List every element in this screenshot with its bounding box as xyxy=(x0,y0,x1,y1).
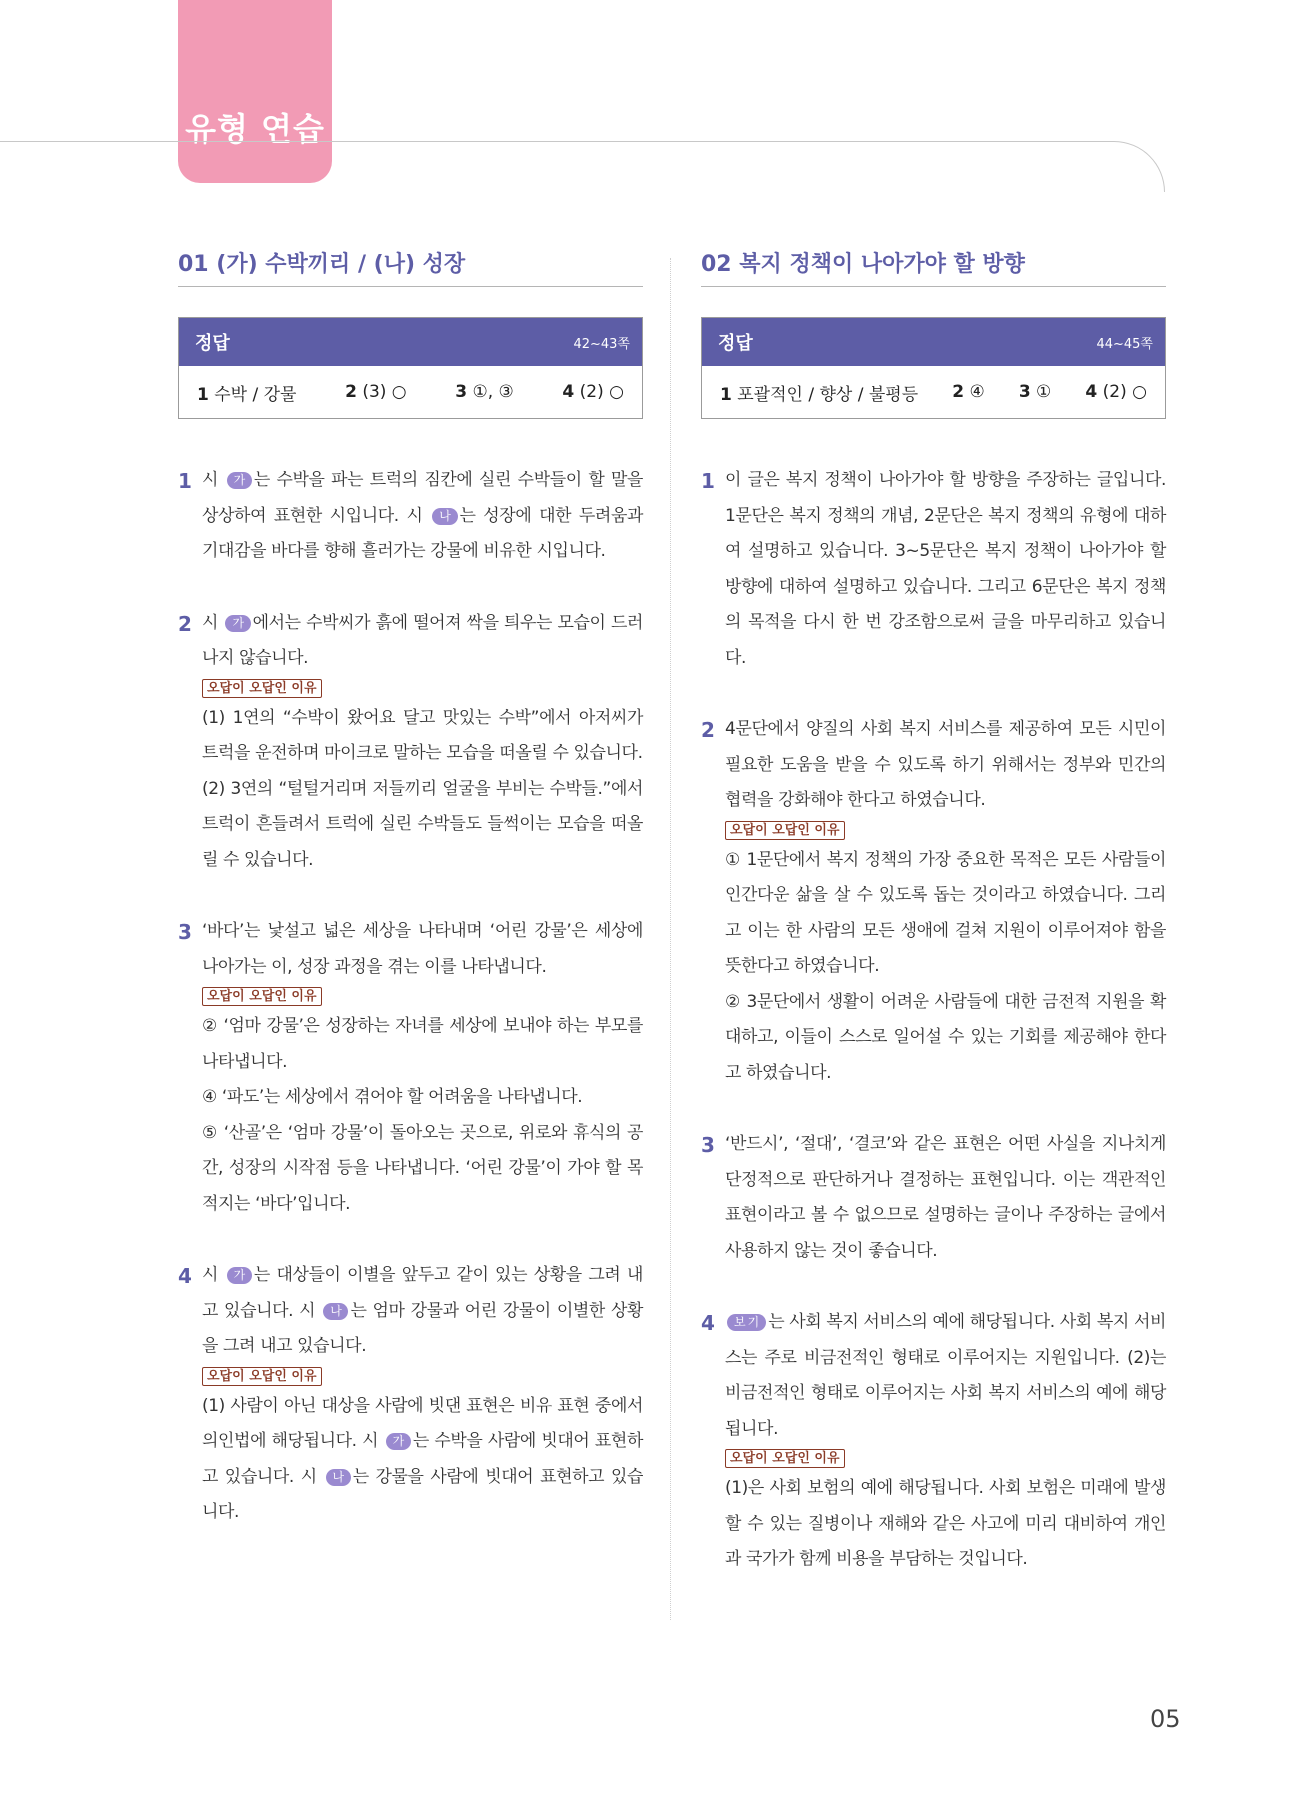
section-title: 02 복지 정책이 나아가야 할 방향 xyxy=(701,248,1166,287)
item-text: 이 글은 복지 정책이 나아가야 할 방향을 주장하는 글입니다. 1문단은 복지 정책의 개념, 2문단은 복지 정책의 유형에 대하여 설명하고 있습니다. 3~5문단은 복지 정책이 나아가야 할 방향에 대하여 설명하고 있습니다. 그리고 6문단은 복지 정책의 목적을 다시 한 번 강조함으로써 글을 마무리하고 있습니다. xyxy=(725,470,1166,668)
reason-text: ⑤ ‘산골’은 ‘엄마 강물’이 돌아오는 곳으로, 위로와 휴식의 공간, 성장의 시작점 등을 나타냅니다. ‘어린 강물’이 가야 할 목적지는 ‘바다’입니다. xyxy=(202,1122,643,1214)
answer-box xyxy=(178,317,643,419)
explanation-item xyxy=(178,463,643,570)
item-number: 4 xyxy=(178,1264,192,1288)
explanation-item xyxy=(178,1258,643,1531)
item-text: ‘바다’는 낯설고 넓은 세상을 나타내며 ‘어린 강물’은 세상에 나아가는 이, 성장 과정을 겪는 이를 나타냅니다. xyxy=(202,921,643,977)
item-number: 2 xyxy=(178,611,192,636)
reason-text: ① 1문단에서 복지 정책의 가장 중요한 목적은 모든 사람들이 인간다운 삶을 살 수 있도록 돕는 것이라고 하였습니다. 그리고 이는 한 사람의 모든 생애에 걸쳐 지원이 이루어져야 함을 뜻한다고 하였습니다. xyxy=(725,849,1166,976)
poem-na-badge: 나 xyxy=(432,508,457,525)
answer-list xyxy=(702,366,1165,418)
right-column xyxy=(701,248,1166,1614)
reason-text: ② 3문단에서 생활이 어려운 사람들에 대한 금전적 지원을 확대하고, 이들이 스스로 일어설 수 있는 기회를 제공해야 한다고 하였습니다. xyxy=(725,991,1166,1083)
item-number: 4 xyxy=(701,1311,715,1335)
header-rule-curve xyxy=(1098,141,1165,192)
answer-item: 3 ①, ③ xyxy=(455,382,514,402)
explanation-item xyxy=(701,712,1166,1091)
answer-item: 2 ④ xyxy=(952,382,985,402)
explanation-item xyxy=(701,1127,1166,1269)
header-rule xyxy=(0,141,1100,142)
poem-na-badge: 나 xyxy=(326,1469,351,1486)
section-tab xyxy=(178,0,332,183)
reason-text: (1)은 사회 보험의 예에 해당됩니다. 사회 보험은 미래에 발생할 수 있는 질병이나 재해와 같은 사고에 미리 대비하여 개인과 국가가 함께 비용을 부담하는 것입니다. xyxy=(725,1478,1166,1569)
answer-box xyxy=(701,317,1166,419)
answer-list xyxy=(179,366,642,418)
left-column xyxy=(178,248,643,1567)
item-number: 1 xyxy=(178,469,192,493)
answer-box-header xyxy=(179,318,642,366)
explanation-item xyxy=(178,914,643,1222)
poem-ga-badge: 가 xyxy=(227,1267,252,1284)
section-title: 01 (가) 수박끼리 / (나) 성장 xyxy=(178,248,643,287)
poem-ga-badge: 가 xyxy=(386,1433,411,1450)
item-text: ‘반드시’, ‘절대’, ‘결코’와 같은 표현은 어떤 사실을 지나치게 단정적으로 판단하거나 결정하는 표현입니다. 이는 객관적인 표현이라고 볼 수 없으므로 설명하는 글이나 주장하는 글에서 사용하지 않는 것이 좋습니다. xyxy=(725,1134,1166,1261)
answer-label: 정답 xyxy=(195,333,230,354)
poem-ga-badge: 가 xyxy=(225,615,250,632)
answer-item: 4 (2) ○ xyxy=(1085,382,1147,402)
answer-pages: 42~43쪽 xyxy=(573,336,630,352)
item-number: 3 xyxy=(178,920,192,944)
answer-item: 3 ① xyxy=(1018,382,1052,402)
item-text: 4문단에서 양질의 사회 복지 서비스를 제공하여 모든 시민이 필요한 도움을 받을 수 있도록 하기 위해서는 정부와 민간의 협력을 강화해야 한다고 하였습니다. xyxy=(725,719,1166,810)
section-tab-title: 유형 연습 xyxy=(185,110,325,148)
item-text: 시 가 는 대상들이 이별을 앞두고 같이 있는 상황을 그려 내고 있습니다. 시 나 는 엄마 강물과 어린 강물이 이별한 상황을 그려 내고 있습니다. xyxy=(202,1265,644,1356)
reason-text: ④ ‘파도’는 세상에서 겪어야 할 어려움을 나타냅니다. xyxy=(202,1087,583,1107)
wrong-answer-reason-badge: 오답이 오답인 이유 xyxy=(202,1367,322,1386)
answer-item: 1 수박 / 강물 xyxy=(197,384,297,405)
answer-box-header xyxy=(702,318,1165,366)
reason-text: ② ‘엄마 강물’은 성장하는 자녀를 세상에 보내야 하는 부모를 나타냅니다. xyxy=(202,1016,643,1072)
bogi-badge: 보기 xyxy=(727,1314,766,1331)
wrong-answer-reason-badge: 오답이 오답인 이유 xyxy=(725,1449,845,1468)
item-text: 시 가 는 수박을 파는 트럭의 짐칸에 실린 수박들이 할 말을 상상하여 표현한 시입니다. 시 나 는 성장에 대한 두려움과 기대감을 바다를 향해 흘러가는 강물에 비유한 시입니다. xyxy=(202,470,644,561)
column-divider xyxy=(670,258,671,1620)
answer-label: 정답 xyxy=(718,333,753,354)
page-number: 05 xyxy=(1150,1705,1181,1733)
reason-text: (1) 사람이 아닌 대상을 사람에 빗댄 표현은 비유 표현 중에서 의인법에 해당됩니다. 시 가 는 수박을 사람에 빗대어 표현하고 있습니다. 시 나 는 강물을 사람에 빗대어 표현하고 있습니다. xyxy=(202,1395,643,1522)
explanation-item xyxy=(701,463,1166,676)
item-text: 보기 는 사회 복지 서비스의 예에 해당됩니다. 사회 복지 서비스는 주로 비금전적인 형태로 이루어지는 지원입니다. (2)는 비금전적인 형태로 이루어지는 사회 복지 서비스의 예에 해당됩니다. xyxy=(725,1312,1166,1439)
explanation-item xyxy=(701,1305,1166,1578)
item-number: 1 xyxy=(701,469,715,493)
item-number: 2 xyxy=(701,718,715,742)
answer-item: 1 포괄적인 / 향상 / 불평등 xyxy=(720,384,919,405)
poem-ga-badge: 가 xyxy=(227,472,252,489)
item-number: 3 xyxy=(701,1133,715,1157)
item-text: 시 가 에서는 수박씨가 흙에 떨어져 싹을 틔우는 모습이 드러나지 않습니다. xyxy=(202,612,643,668)
wrong-answer-reason-badge: 오답이 오답인 이유 xyxy=(725,821,845,840)
explanation-item xyxy=(178,606,643,879)
wrong-answer-reason-badge: 오답이 오답인 이유 xyxy=(202,679,322,698)
answer-item: 4 (2) ○ xyxy=(562,382,624,402)
reason-text: (1) 1연의 “수박이 왔어요 달고 맛있는 수박”에서 아저씨가 트럭을 운전하며 마이크로 말하는 모습을 떠올릴 수 있습니다. xyxy=(202,707,643,763)
answer-item: 2 (3) ○ xyxy=(345,382,407,402)
answer-pages: 44~45쪽 xyxy=(1096,336,1153,352)
wrong-answer-reason-badge: 오답이 오답인 이유 xyxy=(202,987,322,1006)
reason-text: (2) 3연의 “털털거리며 저들끼리 얼굴을 부비는 수박들.”에서 트럭이 흔들려서 트럭에 실린 수박들도 들썩이는 모습을 떠올릴 수 있습니다. xyxy=(202,778,643,870)
poem-na-badge: 나 xyxy=(323,1303,348,1320)
